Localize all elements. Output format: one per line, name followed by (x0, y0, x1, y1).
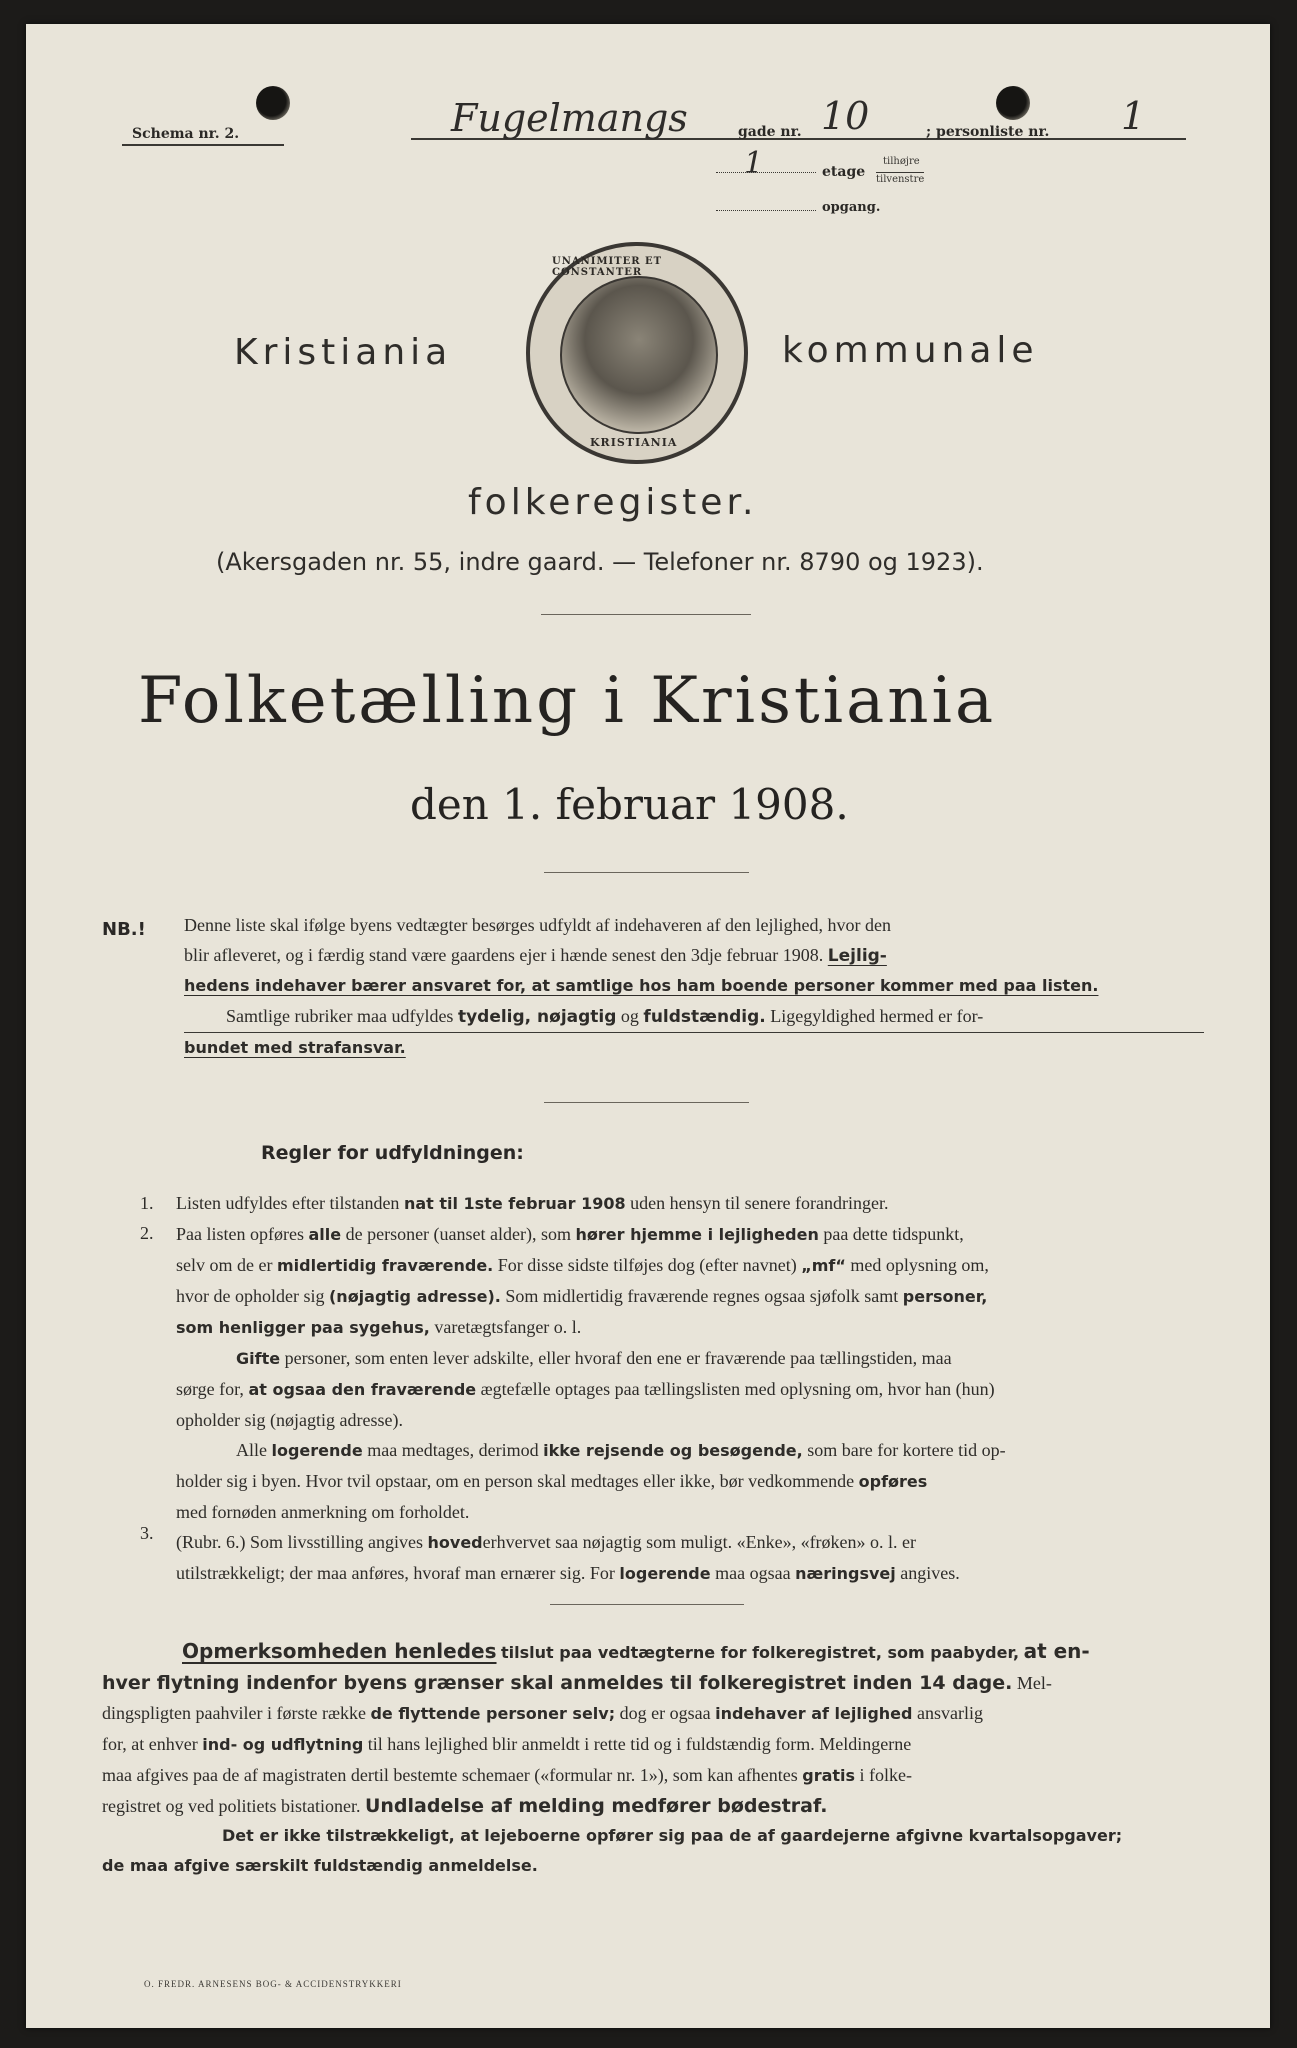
r2l3d: personer, (902, 1287, 988, 1306)
r2l4b: varetægtsfanger o. l. (434, 1317, 582, 1337)
r2p3l1b: logerende (271, 1441, 363, 1460)
r2l1b: alle (308, 1225, 342, 1244)
seal-motto: UNANIMITER ET CONSTANTER (552, 256, 663, 278)
r2l2c: For disse sidste tilføjes dog (efter navnet) (497, 1255, 797, 1275)
r2p2l1a: Gifte (236, 1349, 281, 1368)
notice-l5b: gratis (802, 1766, 856, 1785)
notice-l1a: Opmerksomheden henledes (182, 1639, 497, 1663)
notice-text (102, 1636, 1202, 1881)
r3l2d: næringsvej (795, 1564, 896, 1583)
rule-2-line-3 (176, 1281, 1196, 1312)
nb-text (184, 910, 1204, 1063)
city-seal (526, 242, 748, 464)
notice-line-7: Det er ikke tilstrækkeligt, at lejeboerne opfører sig paa de af gaardejerne afgivne kvartalsopgaver; (222, 1826, 1123, 1845)
notice-l1b: tilslut paa vedtægterne for folkeregistret, som paabyder, (501, 1643, 1020, 1662)
notice-line-5 (102, 1760, 1202, 1791)
street-name-handwritten: Fugelmangs (451, 96, 688, 140)
opgang-dotted-line (716, 210, 816, 211)
rule-1-bold: nat til 1ste februar 1908 (403, 1194, 626, 1213)
rule-3-line-2 (176, 1558, 1196, 1589)
nb-label: NB.! (102, 919, 146, 940)
notice-l3d: indehaver af lejlighed (715, 1704, 913, 1723)
notice-line-4 (102, 1729, 1202, 1760)
notice-line-2 (102, 1668, 1202, 1698)
rule-2-para-2-line-2 (176, 1374, 1196, 1405)
divider-2 (544, 872, 749, 873)
tilhojre-label: tilhøjre (883, 156, 920, 167)
divider-3 (544, 1102, 749, 1103)
office-left-word: Kristiania (234, 332, 453, 373)
divider-1 (541, 614, 751, 615)
nb-line-5: bundet med strafansvar. (184, 1038, 406, 1057)
r2p3l2a: holder sig i byen. Hvor tvil opstaar, om en person skal medtages eller ikke, bør vedkommende (176, 1471, 855, 1491)
nb-line-4-text: Samtlige rubriker maa udfyldes (226, 1006, 454, 1026)
rules-heading: Regler for udfyldningen: (261, 1142, 524, 1164)
rule-2-number: 2. (140, 1223, 154, 1243)
opgang-label: opgang. (822, 200, 881, 215)
schema-number: Schema nr. 2. (132, 126, 240, 142)
notice-l5c: i folke- (859, 1765, 913, 1785)
rule-2-line-2 (176, 1250, 1196, 1281)
rule-2-para-3-line-1 (176, 1435, 1196, 1466)
office-registry: folkeregister. (468, 482, 758, 523)
r3l2a: utilstrækkeligt; der maa anføres, hvoraf man ernærer sig. For (176, 1563, 615, 1583)
notice-line-8: de maa afgive særskilt fuldstændig anmeldelse. (102, 1856, 538, 1875)
notice-l3c: dog er ogsaa (619, 1703, 711, 1723)
r2l2a: selv om de er (176, 1255, 273, 1275)
tilvenstre-label: tilvenstre (876, 174, 925, 185)
notice-l3e: ansvarlig (916, 1703, 983, 1723)
notice-l4c: til hans lejlighed blir anmeldt i rette tid og i fuldstændig form. Meldingerne (367, 1734, 912, 1754)
r2p2l2c: ægtefælle optages paa tællingslisten med oplysning om, hvor han (hun) (480, 1379, 995, 1399)
gade-label: gade nr. (738, 124, 802, 140)
notice-l1c: at en- (1023, 1639, 1090, 1663)
nb-line-1: Denne liste skal ifølge byens vedtægter besørges udfyldt af indehaveren af den lejlighed, hvor den (184, 915, 891, 935)
r2p2l1b: personer, som enten lever adskilte, eller hvoraf den ene er fraværende paa tællingstiden, maa (284, 1348, 952, 1368)
r2l1d: hører hjemme i lejligheden (575, 1225, 819, 1244)
rule-2-line-1 (176, 1219, 1196, 1250)
r3l1b: hoved (427, 1533, 483, 1552)
notice-l6a: registret og ved politiets bistationer. (102, 1796, 361, 1816)
rule-1-text: Listen udfyldes efter tilstanden (176, 1193, 400, 1213)
notice-l3a: dingspligten paahviler i første række (102, 1703, 366, 1723)
r2l1e: paa dette tidspunkt, (823, 1224, 964, 1244)
notice-line-3 (102, 1698, 1202, 1729)
etage-dotted-line (716, 172, 816, 173)
notice-l5a: maa afgives paa de af magistraten dertil bestemte schemaer («formular nr. 1»), som kan afhentes (102, 1765, 798, 1785)
nb-line-4-bold-1: tydelig, nøjagtig (457, 1007, 617, 1027)
notice-l4b: ind- og udflytning (202, 1735, 364, 1754)
notice-l2b: Mel- (1016, 1673, 1052, 1693)
notice-l2a: hver flytning indenfor byens grænser skal anmeldes til folkeregistret inden 14 dage. (102, 1672, 1013, 1694)
etage-number-handwritten: 1 (744, 146, 764, 181)
rule-3-line-1 (176, 1527, 1196, 1558)
nb-line-3: hedens indehaver bærer ansvaret for, at samtlige hos ham boende personer kommer med paa listen. (184, 976, 1099, 995)
personliste-number-handwritten: 1 (1121, 94, 1146, 138)
nb-line-4-bold-2: fuldstændig. (643, 1007, 766, 1027)
r3l1a: (Rubr. 6.) Som livsstilling angives (176, 1532, 424, 1552)
notice-line-6 (102, 1791, 1202, 1821)
rule-2-para-2-line-3: opholder sig (nøjagtig adresse). (176, 1410, 403, 1430)
printer-imprint: O. FREDR. ARNESENS BOG- & ACCIDENSTRYKKERI (144, 1979, 402, 1989)
notice-line-1 (102, 1636, 1202, 1668)
census-form-page (26, 24, 1270, 2028)
nb-line-2 (184, 940, 1204, 971)
r3l1c: erhvervet saa nøjagtig som muligt. «Enke», «frøken» o. l. er (482, 1532, 917, 1552)
r3l2c: maa ogsaa (715, 1563, 791, 1583)
r2l4a: som henligger paa sygehus, (176, 1318, 430, 1337)
main-subtitle: den 1. februar 1908. (410, 780, 849, 829)
r2p3l1c: maa medtages, derimod (367, 1440, 539, 1460)
punch-hole-right (996, 86, 1030, 120)
personliste-label: ; personliste nr. (926, 124, 1050, 140)
notice-l6b: Undladelse af melding medfører bødestraf. (364, 1795, 828, 1817)
seal-city-name: KRISTIANIA (590, 436, 678, 449)
r2p3l1d: ikke rejsende og besøgende, (543, 1441, 803, 1460)
nb-line-4-og: og (620, 1006, 639, 1026)
r2l2b: midlertidig fraværende. (276, 1256, 494, 1275)
nb-line-4 (184, 1001, 1204, 1033)
r2l3c: Som midlertidig fraværende regnes ogsaa sjøfolk samt (505, 1286, 899, 1306)
r2l1c: de personer (uanset alder), som (345, 1224, 572, 1244)
notice-l3b: de flyttende personer selv; (370, 1704, 616, 1723)
rule-1-number: 1. (140, 1193, 154, 1213)
office-right-word: kommunale (782, 330, 1039, 371)
r2l2d: „mf“ (801, 1256, 846, 1275)
rule-2-para-3-line-2 (176, 1466, 1196, 1497)
nb-line-4-rest: Ligegyldighed hermed er for- (770, 1006, 984, 1026)
punch-hole-left (256, 86, 290, 120)
r2p2l2b: at ogsaa den fraværende (248, 1380, 477, 1399)
notice-l4a: for, at enhver (102, 1734, 198, 1754)
r3l2b: logerende (619, 1564, 711, 1583)
divider-4 (550, 1604, 744, 1605)
rules-text (176, 1188, 1196, 1589)
rule-1-rest: uden hensyn til senere forandringer. (630, 1193, 889, 1213)
rule-2-para-2-line-1 (176, 1343, 1196, 1374)
rule-2-para-3-line-3: med fornøden anmerkning om forholdet. (176, 1502, 470, 1522)
main-title: Folketælling i Kristiania (138, 664, 997, 738)
schema-underline (122, 144, 284, 146)
r2p2l2a: sørge for, (176, 1379, 244, 1399)
r2l1a: Paa listen opføres (176, 1224, 304, 1244)
r2p3l2b: opføres (858, 1472, 928, 1491)
r3l2e: angives. (900, 1563, 960, 1583)
r2p3l1a: Alle (236, 1440, 267, 1460)
r2l3b: (nøjagtig adresse). (328, 1287, 501, 1306)
rule-1 (176, 1188, 1196, 1219)
r2p3l1e: som bare for kortere tid op- (807, 1440, 1006, 1460)
office-address: (Akersgaden nr. 55, indre gaard. — Telefoner nr. 8790 og 1923). (216, 548, 984, 576)
rule-3-number: 3. (140, 1523, 154, 1543)
gade-number-handwritten: 10 (821, 94, 870, 138)
nb-line-2-bold: Lejlig- (827, 946, 887, 966)
rule-2-line-4 (176, 1312, 1196, 1343)
r2l2e: med oplysning om, (850, 1255, 989, 1275)
seal-emblem (560, 276, 718, 434)
r2l3a: hvor de opholder sig (176, 1286, 325, 1306)
etage-label: etage (822, 164, 866, 180)
nb-line-2-text: blir afleveret, og i færdig stand være gaardens ejer i hænde senest den 3dje februar 1908. (184, 945, 824, 965)
